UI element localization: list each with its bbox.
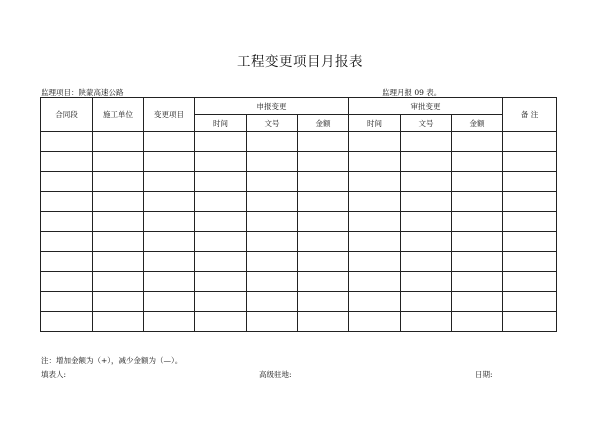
table-cell — [401, 172, 452, 192]
table-cell — [247, 132, 298, 152]
table-cell — [298, 172, 349, 192]
project-label: 监理项目：陕蒙高速公路 — [41, 88, 124, 97]
table-cell — [195, 212, 247, 232]
table-cell — [503, 292, 557, 312]
table-cell — [247, 272, 298, 292]
table-cell — [195, 132, 247, 152]
table-cell — [298, 252, 349, 272]
table-cell — [144, 192, 195, 212]
table-cell — [349, 192, 401, 212]
table-cell — [452, 272, 503, 292]
table-cell — [401, 192, 452, 212]
table-cell — [349, 292, 401, 312]
table-cell — [195, 232, 247, 252]
table-cell — [247, 292, 298, 312]
table-cell — [298, 312, 349, 332]
table-cell — [349, 212, 401, 232]
table-cell — [41, 312, 93, 332]
table-cell — [503, 252, 557, 272]
table-row — [41, 172, 557, 192]
table-cell — [503, 152, 557, 172]
table-cell — [247, 172, 298, 192]
table-cell — [247, 152, 298, 172]
table-cell — [93, 152, 144, 172]
table-cell — [93, 172, 144, 192]
table-cell — [41, 232, 93, 252]
table-cell — [298, 292, 349, 312]
date-label: 日期: — [475, 370, 493, 379]
col-header-contractor: 施工单位 — [93, 98, 144, 132]
table-row — [41, 272, 557, 292]
table-cell — [401, 292, 452, 312]
table-cell — [503, 272, 557, 292]
col-group-approved-change: 审批变更 — [349, 98, 503, 115]
filled-by-label: 填表人: — [41, 370, 67, 379]
table-cell — [93, 192, 144, 212]
table-cell — [401, 252, 452, 272]
table-cell — [41, 272, 93, 292]
table-cell — [349, 252, 401, 272]
table-cell — [349, 152, 401, 172]
table-cell — [41, 152, 93, 172]
table-body — [41, 132, 557, 332]
table-cell — [452, 212, 503, 232]
col-header-remarks: 备 注 — [503, 98, 557, 132]
table-cell — [144, 252, 195, 272]
declared-time-header: 时间 — [195, 115, 247, 132]
table-row — [41, 212, 557, 232]
table-row — [41, 312, 557, 332]
table-cell — [247, 312, 298, 332]
col-group-declared-change: 申报变更 — [195, 98, 349, 115]
table-cell — [195, 312, 247, 332]
declared-doc-no-header: 文号 — [247, 115, 298, 132]
table-cell — [298, 212, 349, 232]
table-cell — [195, 172, 247, 192]
table-cell — [144, 152, 195, 172]
table-cell — [298, 272, 349, 292]
table-cell — [144, 232, 195, 252]
table-cell — [144, 132, 195, 152]
table-cell — [401, 272, 452, 292]
table-cell — [452, 172, 503, 192]
table-cell — [93, 212, 144, 232]
table-cell — [195, 292, 247, 312]
table-cell — [247, 252, 298, 272]
table-cell — [195, 152, 247, 172]
table-cell — [144, 312, 195, 332]
table-cell — [452, 232, 503, 252]
table-cell — [195, 252, 247, 272]
table-row — [41, 292, 557, 312]
table-cell — [503, 312, 557, 332]
senior-office-label: 高级驻地: — [259, 370, 292, 379]
table-row — [41, 252, 557, 272]
table-cell — [349, 172, 401, 192]
amount-sign-note: 注：增加金额为（+），减少金额为（—）。 — [41, 356, 183, 365]
table-cell — [93, 312, 144, 332]
table-cell — [144, 272, 195, 292]
table-cell — [41, 252, 93, 272]
table-cell — [298, 192, 349, 212]
approved-amount-header: 金额 — [452, 115, 503, 132]
table-row — [41, 152, 557, 172]
table-cell — [349, 312, 401, 332]
table-cell — [41, 132, 93, 152]
table-cell — [41, 172, 93, 192]
table-cell — [41, 212, 93, 232]
table-cell — [195, 192, 247, 212]
table-header-row — [41, 98, 557, 115]
table-cell — [41, 192, 93, 212]
table-cell — [401, 232, 452, 252]
table-cell — [41, 292, 93, 312]
table-row — [41, 232, 557, 252]
page-title: 工程变更项目月报表 — [237, 54, 363, 70]
table-cell — [195, 272, 247, 292]
table-cell — [93, 272, 144, 292]
table-cell — [93, 252, 144, 272]
table-cell — [144, 172, 195, 192]
table-cell — [349, 272, 401, 292]
table-cell — [503, 232, 557, 252]
table-cell — [503, 172, 557, 192]
table-cell — [452, 152, 503, 172]
change-report-table — [40, 97, 557, 332]
table-cell — [298, 232, 349, 252]
table-cell — [247, 192, 298, 212]
declared-amount-header: 金额 — [298, 115, 349, 132]
table-cell — [349, 132, 401, 152]
form-number-label: 监理月报 09 表。 — [382, 88, 442, 97]
table-cell — [452, 292, 503, 312]
approved-doc-no-header: 文号 — [401, 115, 452, 132]
table-row — [41, 132, 557, 152]
table-cell — [452, 192, 503, 212]
table-cell — [298, 152, 349, 172]
table-cell — [452, 252, 503, 272]
table-cell — [401, 312, 452, 332]
table-cell — [298, 132, 349, 152]
table-cell — [503, 212, 557, 232]
table-cell — [93, 132, 144, 152]
col-header-contract: 合同段 — [41, 98, 93, 132]
table-cell — [144, 292, 195, 312]
table-cell — [401, 152, 452, 172]
col-header-change-item: 变更项目 — [144, 98, 195, 132]
table-cell — [452, 312, 503, 332]
table-cell — [401, 212, 452, 232]
table-cell — [401, 132, 452, 152]
table-cell — [452, 132, 503, 152]
table-cell — [144, 212, 195, 232]
table-cell — [247, 212, 298, 232]
approved-time-header: 时间 — [349, 115, 401, 132]
table-cell — [247, 232, 298, 252]
table-cell — [503, 192, 557, 212]
table-cell — [93, 292, 144, 312]
table-cell — [93, 232, 144, 252]
table-row — [41, 192, 557, 212]
table-cell — [349, 232, 401, 252]
table-cell — [503, 132, 557, 152]
